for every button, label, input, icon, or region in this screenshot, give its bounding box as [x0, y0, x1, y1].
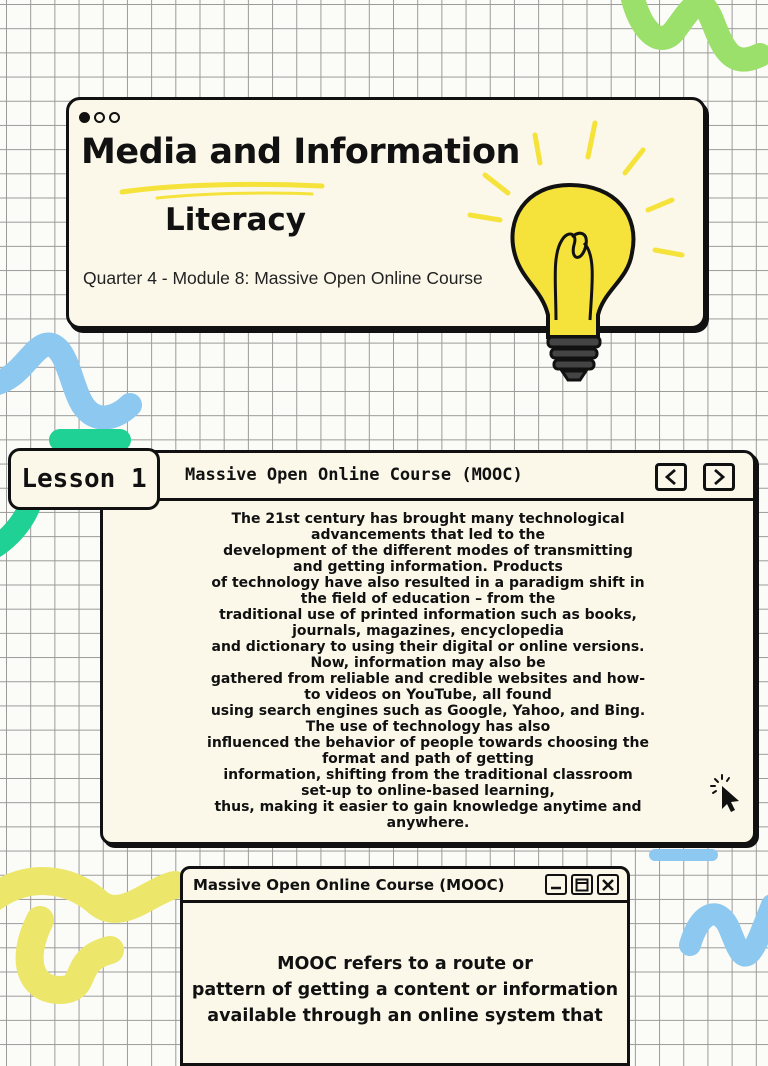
minimize-button[interactable] — [545, 874, 567, 895]
lesson-text-line: traditional use of printed information such as books, — [219, 607, 637, 623]
mooc-body — [183, 951, 627, 1029]
mooc-text-line: available through an online system that — [207, 1006, 603, 1026]
lesson-window-title: Massive Open Online Course (MOOC) — [185, 465, 523, 485]
lesson-text-line: to videos on YouTube, all found — [304, 687, 552, 703]
lesson-text-line: influenced the behavior of people towards choosing the — [207, 735, 649, 751]
close-button[interactable] — [597, 874, 619, 895]
lesson-body — [113, 511, 743, 831]
lesson-text-line: and getting information. Products — [293, 559, 563, 575]
chevron-right-icon — [712, 469, 726, 485]
lesson-text-line: the field of education – from the — [300, 591, 556, 607]
page-title: Media and Information — [81, 132, 520, 172]
lesson-tag: Lesson 1 — [8, 448, 160, 510]
blue-squiggle-right — [690, 905, 768, 956]
lesson-text-line: development of the different modes of transmitting — [223, 543, 633, 559]
lesson-text-line: journals, magazines, encyclopedia — [292, 623, 564, 639]
lesson-text-line: The use of technology has also — [305, 719, 551, 735]
window-dots — [79, 112, 120, 123]
lesson-text-line: anywhere. — [386, 815, 470, 831]
lesson-text-line: of technology have also resulted in a paradigm shift in — [211, 575, 645, 591]
lesson-window-header — [103, 453, 753, 501]
module-label: Quarter 4 - Module 8: Massive Open Online Course — [83, 268, 483, 288]
dot-icon — [94, 112, 105, 123]
dot-icon — [79, 112, 90, 123]
maximize-icon — [575, 878, 589, 892]
mooc-text-line: MOOC refers to a route or — [277, 954, 533, 974]
lesson-text-line: information, shifting from the traditional classroom — [223, 767, 633, 783]
green-squiggle — [632, 0, 760, 60]
lesson-text-line: and dictionary to using their digital or online versions. — [211, 639, 645, 655]
yellow-squiggle — [0, 881, 175, 990]
lesson-text-line: thus, making it easier to gain knowledge anytime and — [214, 799, 642, 815]
lesson-text-line: set-up to online-based learning, — [301, 783, 555, 799]
close-icon — [601, 878, 615, 892]
maximize-button[interactable] — [571, 874, 593, 895]
lesson-window — [100, 450, 756, 845]
lightbulb-icon — [460, 115, 690, 385]
chevron-left-icon — [664, 469, 678, 485]
lesson-text-line: Now, information may also be — [310, 655, 546, 671]
lesson-text-line: The 21st century has brought many technological — [231, 511, 625, 527]
yellow-underline — [117, 180, 327, 202]
window-controls — [545, 874, 619, 895]
previous-button[interactable] — [655, 463, 687, 491]
lesson-text-line: advancements that led to the — [311, 527, 545, 543]
lesson-text-line: using search engines such as Google, Yahoo, and Bing. — [210, 703, 646, 719]
mooc-window-title: Massive Open Online Course (MOOC) — [193, 876, 505, 894]
minimize-icon — [549, 878, 563, 892]
next-button[interactable] — [703, 463, 735, 491]
lesson-text-line: format and path of getting — [322, 751, 534, 767]
page-subtitle: Literacy — [165, 202, 307, 238]
lesson-text-line: gathered from reliable and credible websites and how- — [210, 671, 646, 687]
teal-squiggle-lower — [0, 505, 30, 550]
dot-icon — [109, 112, 120, 123]
blue-squiggle-left — [0, 345, 130, 418]
mooc-window — [180, 866, 630, 1066]
mooc-text-line: pattern of getting a content or information — [191, 980, 619, 1000]
mooc-window-header — [183, 869, 627, 903]
mouse-pointer-icon — [709, 773, 745, 813]
